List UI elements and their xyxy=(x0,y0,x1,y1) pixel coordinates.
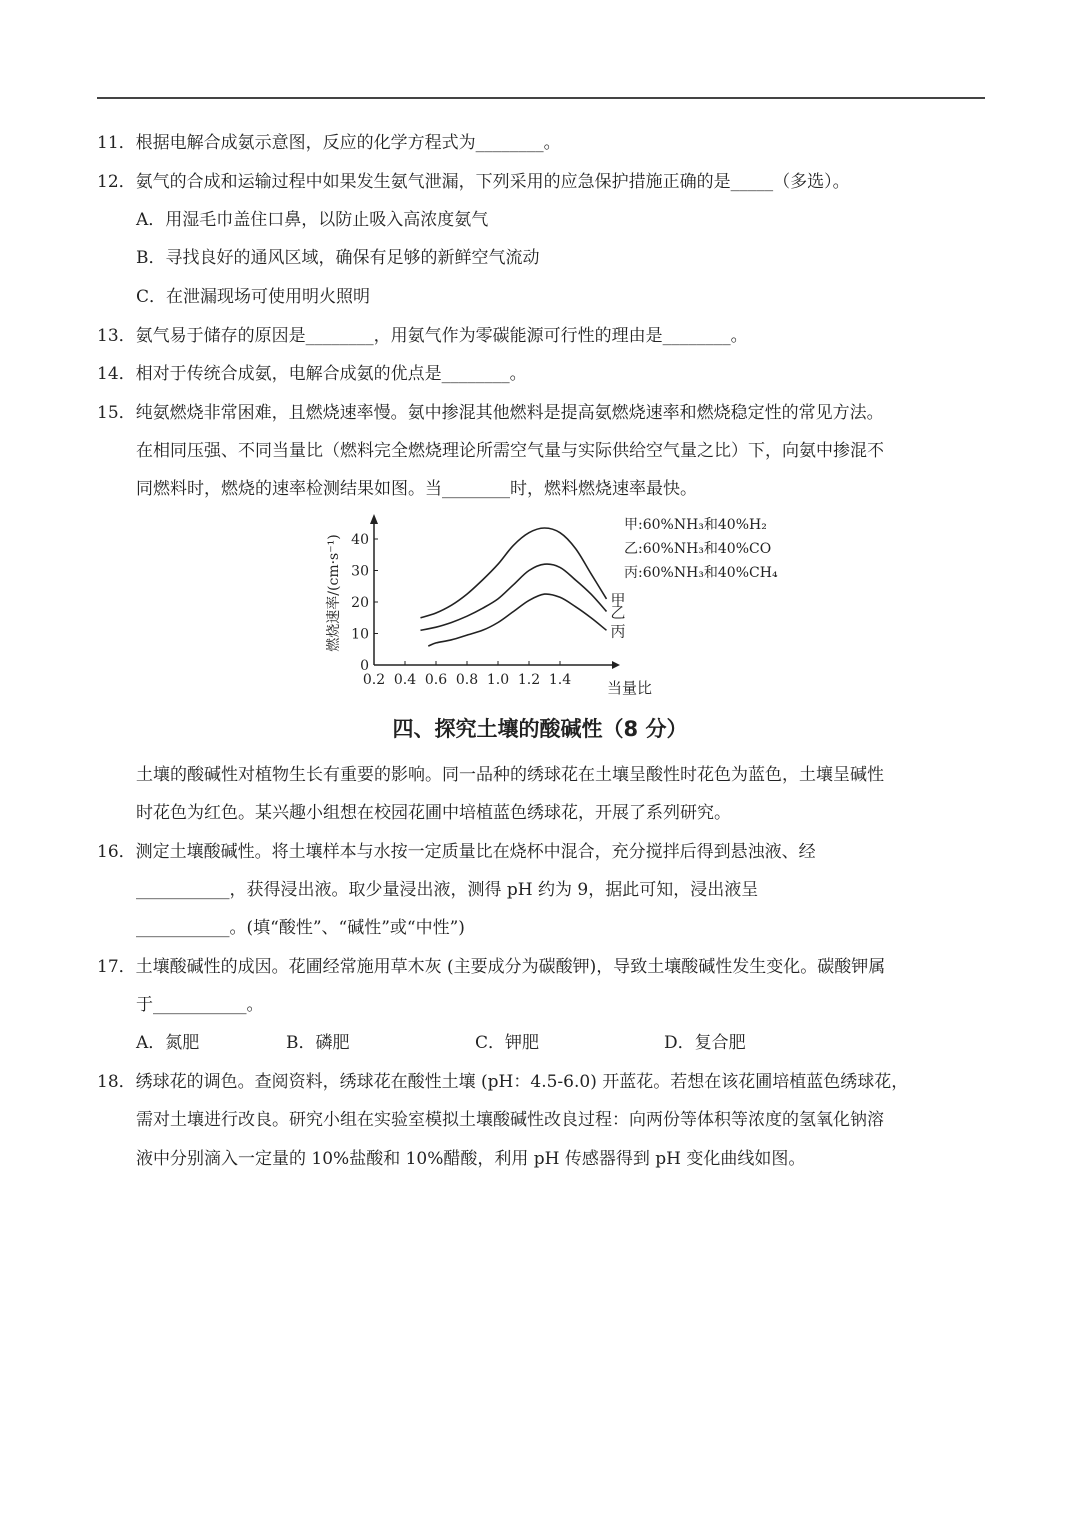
x-tick-label: 1.0 xyxy=(486,672,510,688)
q15-text: 15．纯氨燃烧非常困难，且燃烧速率慢。氨中掺混其他燃料是提高氨燃烧速率和燃烧稳定性的常见方法。 xyxy=(97,403,884,423)
series-line-乙 xyxy=(421,564,607,630)
q18-text-cont-2: 液中分别滴入一定量的 10%盐酸和 10%醋酸，利用 pH 传感器得到 pH 变化曲线如图。 xyxy=(136,1149,806,1169)
q12-text: 12．氨气的合成和运输过程中如果发生氨气泄漏，下列采用的应急保护措施正确的是_____（多选）。 xyxy=(97,172,850,192)
intro-text-1: 土壤的酸碱性对植物生长有重要的影响。同一品种的绣球花在土壤呈酸性时花色为蓝色，土壤呈碱性 xyxy=(136,765,884,785)
x-tick-label: 0.2 xyxy=(362,672,386,688)
x-tick-label: 0.4 xyxy=(393,672,417,688)
x-tick-label: 0.6 xyxy=(424,672,448,688)
series-line-丙 xyxy=(428,594,606,646)
chart-axes xyxy=(370,514,620,669)
intro-text-2: 时花色为红色。某兴趣小组想在校园花圃中培植蓝色绣球花，开展了系列研究。 xyxy=(136,803,731,823)
q15-text-cont-2: 同燃料时，燃烧的速率检测结果如图。当________时，燃料燃烧速率最快。 xyxy=(136,479,697,499)
x-axis-title: 当量比 xyxy=(607,679,653,697)
q12-option-b: B．寻找良好的通风区域，确保有足够的新鲜空气流动 xyxy=(136,248,540,268)
y-tick-label: 30 xyxy=(351,563,369,580)
y-tick-label: 20 xyxy=(351,595,369,611)
y-axis-arrow xyxy=(370,514,378,524)
q12-option-a: A．用湿毛巾盖住口鼻，以防止吸入高浓度氨气 xyxy=(136,210,489,230)
series-label-乙: 乙 xyxy=(610,603,626,622)
q14-text: 14．相对于传统合成氨，电解合成氨的优点是________。 xyxy=(97,364,527,384)
q17-option-d: D．复合肥 xyxy=(664,1033,746,1053)
legend-entry: 丙:60%NH₃和40%CH₄ xyxy=(624,565,778,581)
header-rule xyxy=(97,97,985,99)
x-tick-label: 1.4 xyxy=(548,672,572,688)
q16-text-cont-1: ___________，获得浸出液。取少量浸出液，测得 pH 约为 9，据此可知，浸出液呈 xyxy=(136,880,759,900)
burn-rate-chart xyxy=(320,508,800,698)
q16-text-cont-2: ___________。(填“酸性”、“碱性”或“中性”) xyxy=(136,918,465,938)
q17-text-cont: 于___________。 xyxy=(136,995,264,1015)
q17-text: 17．土壤酸碱性的成因。花圃经常施用草木灰 (主要成分为碳酸钾)，导致土壤酸碱性发生变化。碳酸钾属 xyxy=(97,957,886,977)
legend-entry: 甲:60%NH₃和40%H₂ xyxy=(624,517,767,533)
q18-text: 18．绣球花的调色。查阅资料，绣球花在酸性土壤 (pH：4.5-6.0) 开蓝花。若想在该花圃培植蓝色绣球花， xyxy=(97,1072,909,1092)
y-tick-label: 10 xyxy=(351,626,369,643)
q15-text-cont-1: 在相同压强、不同当量比（燃料完全燃烧理论所需空气量与实际供给空气量之比）下，向氨中掺混不 xyxy=(136,441,884,461)
chart-series xyxy=(421,528,626,646)
q11-text: 11．根据电解合成氨示意图，反应的化学方程式为________。 xyxy=(97,133,561,153)
legend-entry: 乙:60%NH₃和40%CO xyxy=(624,541,772,557)
q17-option-a: A．氮肥 xyxy=(136,1033,200,1053)
series-label-丙: 丙 xyxy=(610,622,626,641)
y-axis-title: 燃烧速率/(cm·s⁻¹) xyxy=(326,534,342,652)
q16-text: 16．测定土壤酸碱性。将土壤样本与水按一定质量比在烧杯中混合，充分搅拌后得到悬浊液、经 xyxy=(97,842,816,862)
series-line-甲 xyxy=(421,528,607,618)
q13-text: 13．氨气易于储存的原因是________，用氨气作为零碳能源可行性的理由是________。 xyxy=(97,326,748,346)
x-tick-label: 0.8 xyxy=(455,672,479,688)
q17-option-b: B．磷肥 xyxy=(286,1033,350,1053)
chart-labels xyxy=(325,517,778,697)
section-heading: 四、探究土壤的酸碱性（8 分） xyxy=(392,717,688,741)
q17-option-c: C．钾肥 xyxy=(475,1033,540,1053)
series-label-甲: 甲 xyxy=(610,590,626,609)
x-tick-label: 1.2 xyxy=(517,672,541,688)
x-axis-arrow xyxy=(612,661,620,669)
y-tick-label: 40 xyxy=(351,532,369,548)
q18-text-cont-1: 需对土壤进行改良。研究小组在实验室模拟土壤酸碱性改良过程：向两份等体积等浓度的氢氧化钠溶 xyxy=(136,1110,884,1130)
y-tick-label: 0 xyxy=(360,658,369,674)
q12-option-c: C．在泄漏现场可使用明火照明 xyxy=(136,287,371,307)
